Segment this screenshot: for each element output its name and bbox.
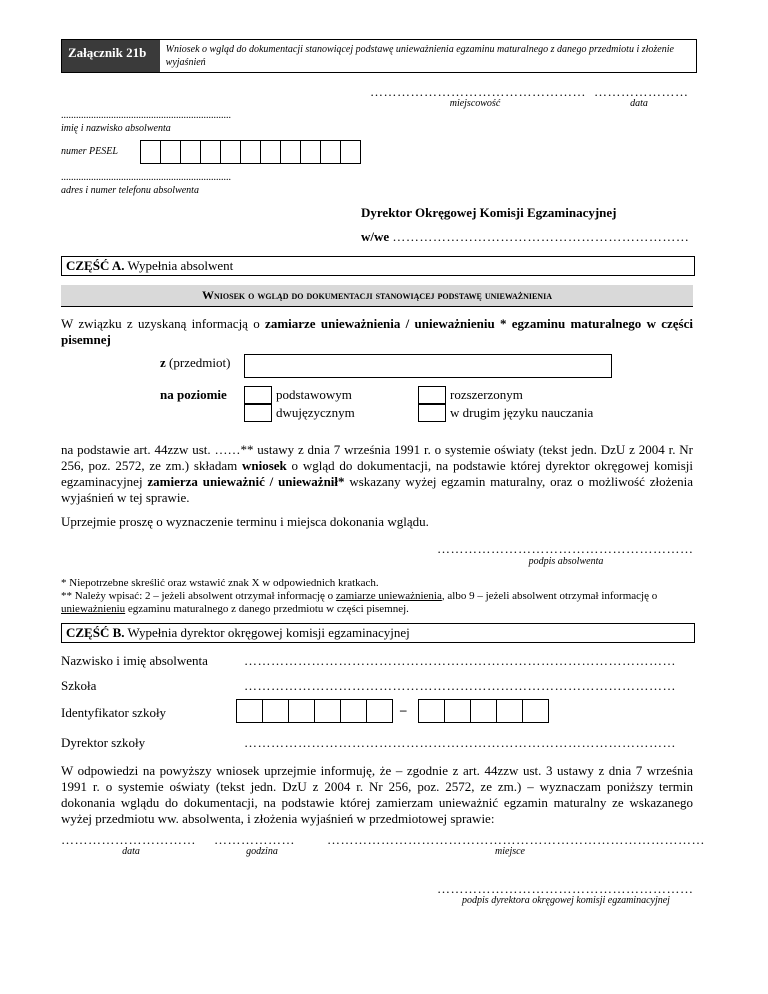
name-field[interactable]: .................................................................... [61, 110, 231, 121]
level-bilingual-label: dwujęzycznym [276, 405, 355, 420]
visit-place-label: miejsce [495, 846, 525, 857]
pesel-digit[interactable] [201, 141, 221, 163]
visit-date-field[interactable]: ………………………… [61, 832, 196, 847]
level-label: na poziomie [160, 387, 227, 402]
school-id-digit[interactable] [263, 700, 289, 722]
school-field[interactable]: …………………………………………………………………………………… [244, 678, 676, 693]
foot2-u2: unieważnieniu [61, 603, 126, 615]
foot2-c: egzaminu maturalnego z danego przedmiotu w części pisemnej. [125, 603, 409, 615]
school-id-digit[interactable] [497, 700, 523, 722]
date-label: data [630, 98, 648, 109]
school-id-digit[interactable] [289, 700, 315, 722]
subject-z: z [160, 355, 166, 370]
part-b-text: Wypełnia dyrektor okręgowej komisji egzaminacyjnej [124, 625, 410, 640]
footnotes [61, 577, 693, 616]
part-b-paragraph: W odpowiedzi na powyższy wniosek uprzejmie informuję, że – zgodnie z art. 44zzw ust. 3 ustawy z dnia 7 września 1991 r. o systemie oświaty (tekst jedn. DzU z 2004 r. Nr 256, poz. 2572, ze zm.) – wyznaczam poniższy termin dokonania wglądu do dokumentacji, na podstawie której zamierzam unieważnić egzamin maturalny ze wskazanego wyżej przedmiotu ww. absolwenta, i złożenia wyjaśnień w przedmiotowej sprawie: [61, 763, 693, 826]
attachment-tag: Załącznik 21b [62, 40, 160, 72]
pesel-grid[interactable] [140, 140, 361, 164]
visit-date-label: data [122, 846, 140, 857]
part-a-title: Wniosek o wgląd do dokumentacji stanowiącej podstawę unieważnienia [61, 285, 693, 307]
part-a-label: CZĘŚĆ A. [66, 258, 125, 273]
director-signature-label: podpis dyrektora okręgowej komisji egzaminacyjnej [462, 895, 670, 906]
p2-d: zamierza unieważnić / unieważnił* [147, 474, 345, 489]
part-a-header [61, 256, 695, 276]
student-name-label: Nazwisko i imię absolwenta [61, 653, 208, 668]
pesel-digit[interactable] [141, 141, 161, 163]
attachment-header [61, 39, 697, 73]
address-field[interactable]: .................................................................... [61, 172, 231, 183]
p2-a: na podstawie art. 44zzw ust. ……** ustawy z dnia 7 września 1991 r. o systemie oświaty (tekst jedn. DzU z 2004 r. Nr 256, poz. 2572, ze zm.) składam [61, 442, 693, 473]
place-label: miejscowość [449, 98, 501, 109]
p2-e: wskazany wyżej egzamin maturalny, oraz o możliwość złożenia wyjaśnień w tej sprawie. [61, 474, 694, 505]
school-id-digit[interactable] [367, 700, 392, 722]
school-id-dash: – [400, 702, 407, 717]
level-second-language-label: w drugim języku nauczania [450, 405, 594, 420]
director-signature-field[interactable]: ………………………………………………… [437, 881, 694, 896]
pesel-digit[interactable] [301, 141, 321, 163]
recipient-wwe-field[interactable]: ………………………………………………………… [392, 229, 690, 244]
pesel-digit[interactable] [221, 141, 241, 163]
name-label: imię i nazwisko absolwenta [61, 123, 171, 134]
level-second-language-checkbox[interactable] [418, 404, 446, 422]
recipient-wwe: w/we [361, 229, 390, 244]
part-b-header [61, 623, 695, 643]
recipient-title: Dyrektor Okręgowej Komisji Egzaminacyjnej [361, 205, 617, 220]
level-extended-label: rozszerzonym [450, 387, 523, 402]
visit-hour-label: godzina [246, 846, 278, 857]
school-director-label: Dyrektor szkoły [61, 735, 146, 750]
foot2-b: , albo 9 – jeżeli absolwent otrzymał informację o [441, 590, 658, 602]
pesel-digit[interactable] [241, 141, 261, 163]
level-bilingual-checkbox[interactable] [244, 404, 272, 422]
school-id-grid-left[interactable] [236, 699, 393, 723]
student-name-field[interactable]: …………………………………………………………………………………… [244, 653, 676, 668]
part-b-label: CZĘŚĆ B. [66, 625, 125, 640]
school-id-digit[interactable] [419, 700, 445, 722]
pesel-digit[interactable] [341, 141, 360, 163]
recipient-wwe-line[interactable] [361, 229, 689, 245]
pesel-digit[interactable] [281, 141, 301, 163]
subject-input[interactable] [244, 354, 612, 378]
level-extended-checkbox[interactable] [418, 386, 446, 404]
p2-c: o wgląd do dokumentacji, na podstawie której dyrektor okręgowej komisji egzaminacyjnej [61, 458, 694, 489]
foot2-a: ** Należy wpisać: 2 – jeżeli absolwent otrzymał informację o [61, 590, 336, 602]
school-director-field[interactable]: …………………………………………………………………………………… [244, 735, 676, 750]
school-id-digit[interactable] [523, 700, 548, 722]
date-field[interactable]: ………………… [594, 84, 689, 99]
footnote-2 [61, 590, 693, 616]
level-basic-checkbox[interactable] [244, 386, 272, 404]
school-id-digit[interactable] [445, 700, 471, 722]
intro-bold: zamiarze unieważnienia / unieważnieniu * egzaminu maturalnego w części pisemnej [61, 316, 693, 347]
attachment-subtitle: Wniosek o wgląd do dokumentacji stanowiącej podstawę unieważnienia egzaminu maturalnego z danego przedmiotu i złożenie wyjaśnień [165, 44, 674, 68]
part-a-text: Wypełnia absolwent [124, 258, 234, 273]
level-basic-label: podstawowym [276, 387, 352, 402]
pesel-label: numer PESEL [61, 146, 118, 157]
part-a-request-line: Uprzejmie proszę o wyznaczenie terminu i miejsca dokonania wglądu. [61, 514, 429, 529]
intro-text: W związku z uzyskaną informacją o [61, 316, 266, 331]
school-id-digit[interactable] [237, 700, 263, 722]
school-id-digit[interactable] [471, 700, 497, 722]
school-id-grid-right[interactable] [418, 699, 549, 723]
visit-hour-field[interactable]: ……………… [214, 832, 295, 847]
footnote-1: * Niepotrzebne skreślić oraz wstawić znak X w odpowiednich kratkach. [61, 577, 379, 589]
pesel-digit[interactable] [261, 141, 281, 163]
place-field[interactable]: ………………………………………… [370, 84, 586, 99]
subject-label [160, 355, 230, 371]
part-a-request-paragraph [61, 442, 693, 506]
applicant-signature-label: podpis absolwenta [528, 556, 604, 567]
address-label: adres i numer telefonu absolwenta [61, 185, 199, 196]
pesel-digit[interactable] [161, 141, 181, 163]
applicant-signature-field[interactable]: ………………………………………………… [437, 541, 694, 556]
pesel-digit[interactable] [181, 141, 201, 163]
part-a-intro [61, 316, 693, 348]
foot2-u1: zamiarze unieważnienia [335, 590, 442, 602]
visit-place-field[interactable]: ………………………………………………………………………… [327, 832, 705, 847]
school-id-label: Identyfikator szkoły [61, 705, 167, 720]
school-id-digit[interactable] [315, 700, 341, 722]
school-id-digit[interactable] [341, 700, 367, 722]
p2-b: wniosek [241, 458, 287, 473]
school-label: Szkoła [61, 678, 97, 693]
subject-text: (przedmiot) [165, 355, 231, 370]
pesel-digit[interactable] [321, 141, 341, 163]
